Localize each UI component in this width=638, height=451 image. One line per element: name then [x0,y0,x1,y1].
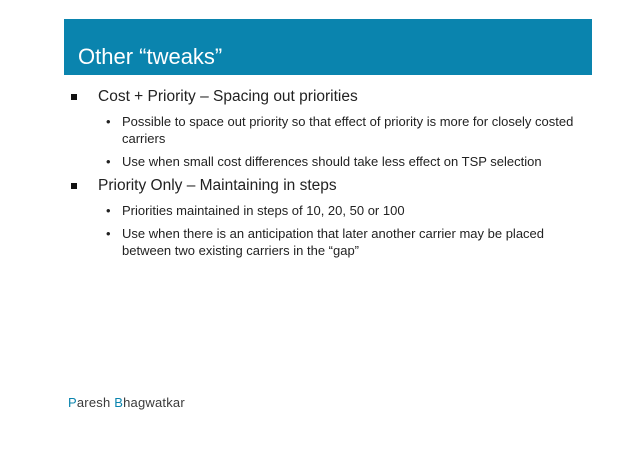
sub-bullet-text: Possible to space out priority so that effect of priority is more for closely costed carriers [122,114,574,146]
sub-bullet [68,153,588,170]
author-last-initial: B [114,395,124,410]
sub-bullet-text: Use when there is an anticipation that later another carrier may be placed between two existing carriers in the “gap” [122,226,545,258]
slide-content [68,87,588,265]
sub-bullet [68,225,588,259]
author-first-rest: aresh [76,395,115,410]
section-heading-text: Priority Only – Maintaining in steps [98,177,337,194]
dot-bullet-icon: • [106,154,111,169]
title-bar [64,19,592,75]
sub-bullet [68,113,588,147]
sub-bullet [68,202,588,219]
square-bullet-icon [71,183,77,189]
slide-title: Other “tweaks” [78,44,223,69]
section-heading [68,87,588,107]
square-bullet-icon [71,94,77,100]
dot-bullet-icon: • [106,226,111,241]
section-heading-text: Cost + Priority – Spacing out priorities [98,88,358,105]
author-first-initial: P [68,395,77,410]
author-last-rest: hagwatkar [123,395,185,410]
dot-bullet-icon: • [106,203,111,218]
sub-bullet-text: Priorities maintained in steps of 10, 20, 50 or 100 [122,203,405,218]
sub-bullet-text: Use when small cost differences should take less effect on TSP selection [122,154,542,169]
footer-author [68,395,185,410]
section-heading [68,176,588,196]
dot-bullet-icon: • [106,114,111,129]
